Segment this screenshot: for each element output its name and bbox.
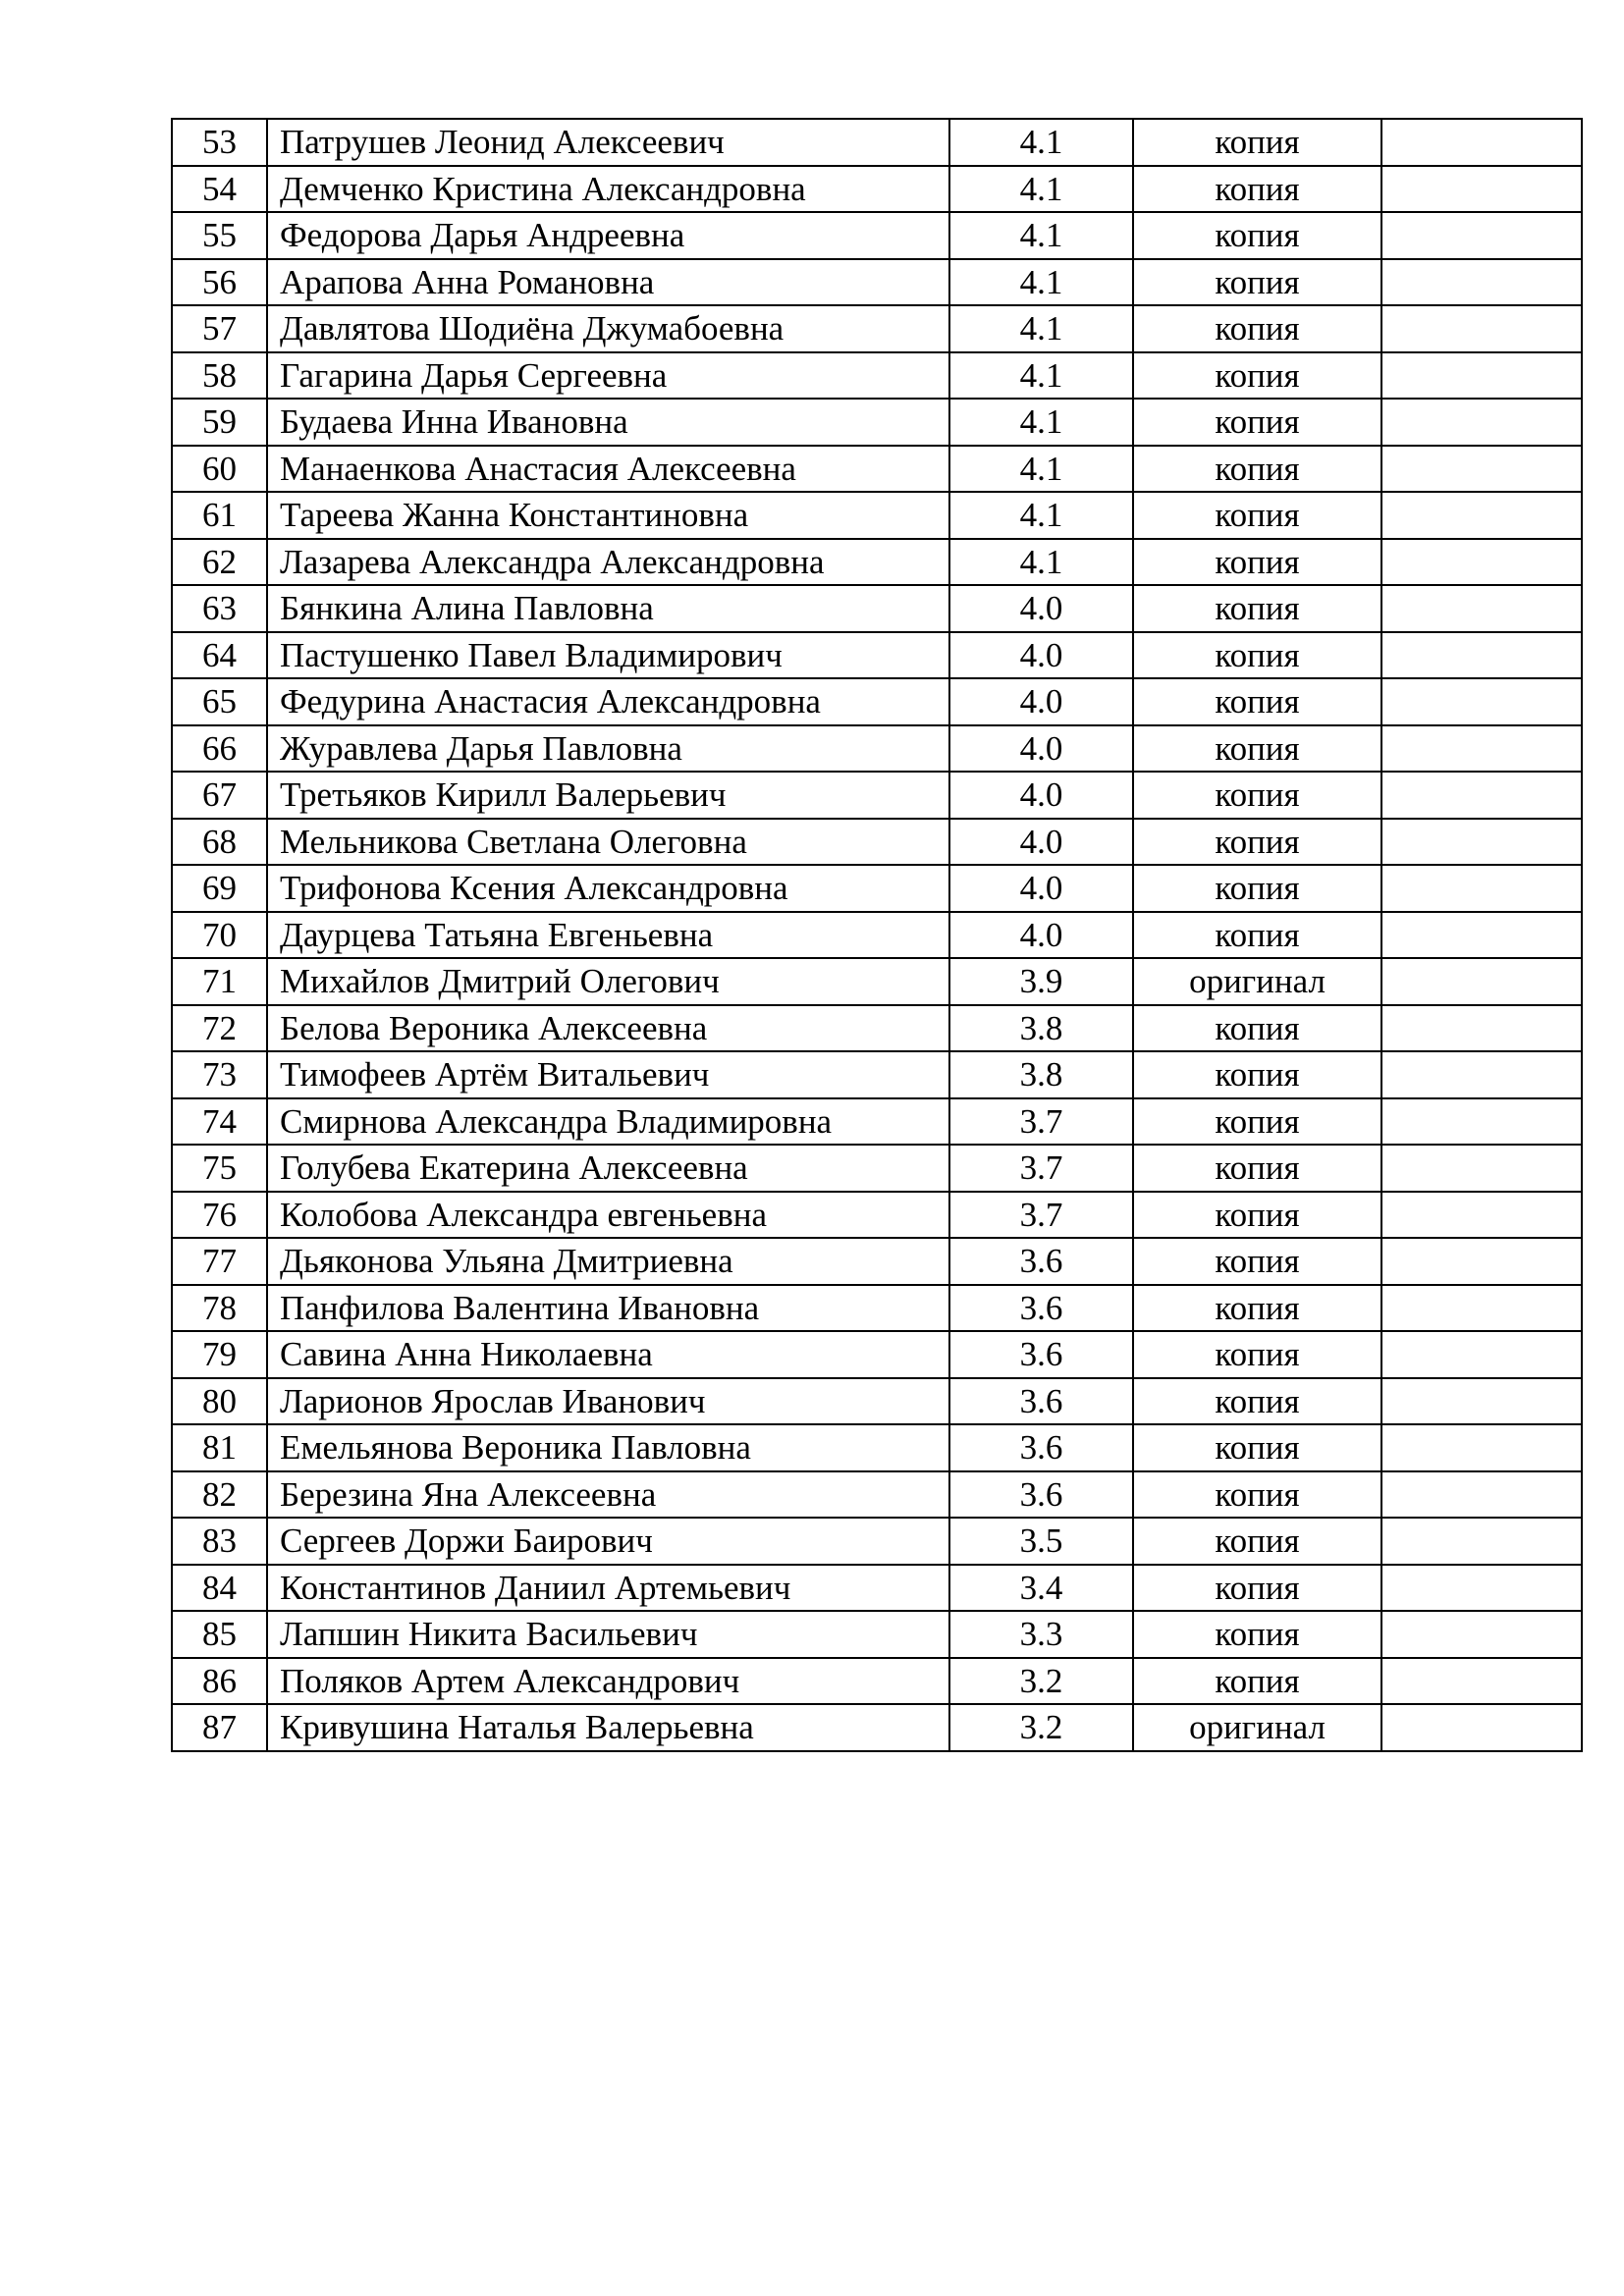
table-row bbox=[172, 539, 1582, 586]
empty-cell bbox=[1381, 1051, 1582, 1098]
empty-cell bbox=[1381, 1192, 1582, 1239]
full-name-cell: Тареева Жанна Константиновна bbox=[267, 492, 949, 539]
document-type-cell: копия bbox=[1133, 1098, 1381, 1146]
row-number-cell: 67 bbox=[172, 772, 267, 819]
full-name-cell: Поляков Артем Александрович bbox=[267, 1658, 949, 1705]
row-number-cell: 77 bbox=[172, 1238, 267, 1285]
average-score-cell: 4.0 bbox=[949, 725, 1133, 773]
empty-cell bbox=[1381, 399, 1582, 446]
document-type-cell: копия bbox=[1133, 259, 1381, 306]
average-score-cell: 3.7 bbox=[949, 1098, 1133, 1146]
full-name-cell: Федорова Дарья Андреевна bbox=[267, 212, 949, 259]
empty-cell bbox=[1381, 1471, 1582, 1519]
average-score-cell: 4.1 bbox=[949, 166, 1133, 213]
row-number-cell: 70 bbox=[172, 912, 267, 959]
document-type-cell: копия bbox=[1133, 1424, 1381, 1471]
empty-cell bbox=[1381, 1658, 1582, 1705]
table-row bbox=[172, 819, 1582, 866]
average-score-cell: 3.7 bbox=[949, 1192, 1133, 1239]
document-type-cell: копия bbox=[1133, 865, 1381, 912]
row-number-cell: 54 bbox=[172, 166, 267, 213]
average-score-cell: 3.8 bbox=[949, 1005, 1133, 1052]
average-score-cell: 3.6 bbox=[949, 1471, 1133, 1519]
average-score-cell: 4.1 bbox=[949, 446, 1133, 493]
table-row bbox=[172, 1145, 1582, 1192]
table-row bbox=[172, 492, 1582, 539]
document-type-cell: копия bbox=[1133, 772, 1381, 819]
average-score-cell: 4.1 bbox=[949, 539, 1133, 586]
full-name-cell: Михайлов Дмитрий Олегович bbox=[267, 958, 949, 1005]
empty-cell bbox=[1381, 259, 1582, 306]
table-row bbox=[172, 958, 1582, 1005]
empty-cell bbox=[1381, 305, 1582, 352]
full-name-cell: Будаева Инна Ивановна bbox=[267, 399, 949, 446]
full-name-cell: Емельянова Вероника Павловна bbox=[267, 1424, 949, 1471]
empty-cell bbox=[1381, 912, 1582, 959]
full-name-cell: Панфилова Валентина Ивановна bbox=[267, 1285, 949, 1332]
row-number-cell: 56 bbox=[172, 259, 267, 306]
table-row bbox=[172, 399, 1582, 446]
full-name-cell: Манаенкова Анастасия Алексеевна bbox=[267, 446, 949, 493]
empty-cell bbox=[1381, 119, 1582, 166]
table-row bbox=[172, 1704, 1582, 1751]
average-score-cell: 4.1 bbox=[949, 399, 1133, 446]
document-type-cell: копия bbox=[1133, 912, 1381, 959]
empty-cell bbox=[1381, 772, 1582, 819]
row-number-cell: 78 bbox=[172, 1285, 267, 1332]
row-number-cell: 61 bbox=[172, 492, 267, 539]
row-number-cell: 63 bbox=[172, 585, 267, 632]
average-score-cell: 3.7 bbox=[949, 1145, 1133, 1192]
document-type-cell: копия bbox=[1133, 1145, 1381, 1192]
full-name-cell: Смирнова Александра Владимировна bbox=[267, 1098, 949, 1146]
average-score-cell: 3.3 bbox=[949, 1611, 1133, 1658]
table-row bbox=[172, 1192, 1582, 1239]
average-score-cell: 3.8 bbox=[949, 1051, 1133, 1098]
empty-cell bbox=[1381, 1005, 1582, 1052]
row-number-cell: 62 bbox=[172, 539, 267, 586]
table-row bbox=[172, 1238, 1582, 1285]
document-type-cell: копия bbox=[1133, 1051, 1381, 1098]
document-type-cell: копия bbox=[1133, 1005, 1381, 1052]
table-row bbox=[172, 446, 1582, 493]
document-type-cell: копия bbox=[1133, 119, 1381, 166]
row-number-cell: 59 bbox=[172, 399, 267, 446]
empty-cell bbox=[1381, 1565, 1582, 1612]
table-row bbox=[172, 865, 1582, 912]
empty-cell bbox=[1381, 352, 1582, 400]
document-type-cell: копия bbox=[1133, 1378, 1381, 1425]
average-score-cell: 3.6 bbox=[949, 1285, 1133, 1332]
table-row bbox=[172, 1378, 1582, 1425]
full-name-cell: Трифонова Ксения Александровна bbox=[267, 865, 949, 912]
row-number-cell: 72 bbox=[172, 1005, 267, 1052]
empty-cell bbox=[1381, 865, 1582, 912]
full-name-cell: Дьяконова Ульяна Дмитриевна bbox=[267, 1238, 949, 1285]
row-number-cell: 76 bbox=[172, 1192, 267, 1239]
full-name-cell: Тимофеев Артём Витальевич bbox=[267, 1051, 949, 1098]
table-row bbox=[172, 259, 1582, 306]
empty-cell bbox=[1381, 585, 1582, 632]
full-name-cell: Гагарина Дарья Сергеевна bbox=[267, 352, 949, 400]
average-score-cell: 3.4 bbox=[949, 1565, 1133, 1612]
table-row bbox=[172, 1565, 1582, 1612]
full-name-cell: Савина Анна Николаевна bbox=[267, 1331, 949, 1378]
empty-cell bbox=[1381, 1098, 1582, 1146]
document-type-cell: копия bbox=[1133, 166, 1381, 213]
document-type-cell: копия bbox=[1133, 1471, 1381, 1519]
document-type-cell: копия bbox=[1133, 585, 1381, 632]
row-number-cell: 60 bbox=[172, 446, 267, 493]
row-number-cell: 74 bbox=[172, 1098, 267, 1146]
average-score-cell: 3.6 bbox=[949, 1378, 1133, 1425]
table-row bbox=[172, 912, 1582, 959]
empty-cell bbox=[1381, 1378, 1582, 1425]
average-score-cell: 4.1 bbox=[949, 305, 1133, 352]
empty-cell bbox=[1381, 166, 1582, 213]
empty-cell bbox=[1381, 1145, 1582, 1192]
full-name-cell: Пастушенко Павел Владимирович bbox=[267, 632, 949, 679]
row-number-cell: 84 bbox=[172, 1565, 267, 1612]
row-number-cell: 68 bbox=[172, 819, 267, 866]
document-type-cell: копия bbox=[1133, 632, 1381, 679]
table-row bbox=[172, 1098, 1582, 1146]
empty-cell bbox=[1381, 492, 1582, 539]
full-name-cell: Бянкина Алина Павловна bbox=[267, 585, 949, 632]
average-score-cell: 3.9 bbox=[949, 958, 1133, 1005]
row-number-cell: 87 bbox=[172, 1704, 267, 1751]
table-row bbox=[172, 1471, 1582, 1519]
row-number-cell: 81 bbox=[172, 1424, 267, 1471]
average-score-cell: 3.6 bbox=[949, 1238, 1133, 1285]
row-number-cell: 64 bbox=[172, 632, 267, 679]
row-number-cell: 53 bbox=[172, 119, 267, 166]
full-name-cell: Давлятова Шодиёна Джумабоевна bbox=[267, 305, 949, 352]
table-body bbox=[172, 119, 1582, 1751]
average-score-cell: 4.0 bbox=[949, 678, 1133, 725]
row-number-cell: 69 bbox=[172, 865, 267, 912]
empty-cell bbox=[1381, 1611, 1582, 1658]
full-name-cell: Третьяков Кирилл Валерьевич bbox=[267, 772, 949, 819]
table-row bbox=[172, 585, 1582, 632]
full-name-cell: Сергеев Доржи Баирович bbox=[267, 1518, 949, 1565]
document-type-cell: копия bbox=[1133, 1658, 1381, 1705]
table-row bbox=[172, 1005, 1582, 1052]
average-score-cell: 3.5 bbox=[949, 1518, 1133, 1565]
average-score-cell: 4.0 bbox=[949, 585, 1133, 632]
row-number-cell: 66 bbox=[172, 725, 267, 773]
table-row bbox=[172, 1424, 1582, 1471]
full-name-cell: Мельникова Светлана Олеговна bbox=[267, 819, 949, 866]
document-type-cell: копия bbox=[1133, 725, 1381, 773]
average-score-cell: 4.0 bbox=[949, 632, 1133, 679]
document-type-cell: копия bbox=[1133, 446, 1381, 493]
table-row bbox=[172, 1658, 1582, 1705]
table-row bbox=[172, 119, 1582, 166]
document-type-cell: копия bbox=[1133, 212, 1381, 259]
average-score-cell: 4.1 bbox=[949, 119, 1133, 166]
row-number-cell: 57 bbox=[172, 305, 267, 352]
full-name-cell: Ларионов Ярослав Иванович bbox=[267, 1378, 949, 1425]
empty-cell bbox=[1381, 1424, 1582, 1471]
row-number-cell: 75 bbox=[172, 1145, 267, 1192]
full-name-cell: Арапова Анна Романовна bbox=[267, 259, 949, 306]
empty-cell bbox=[1381, 539, 1582, 586]
row-number-cell: 83 bbox=[172, 1518, 267, 1565]
row-number-cell: 85 bbox=[172, 1611, 267, 1658]
table-row bbox=[172, 212, 1582, 259]
full-name-cell: Патрушев Леонид Алексеевич bbox=[267, 119, 949, 166]
row-number-cell: 55 bbox=[172, 212, 267, 259]
full-name-cell: Голубева Екатерина Алексеевна bbox=[267, 1145, 949, 1192]
average-score-cell: 4.0 bbox=[949, 865, 1133, 912]
empty-cell bbox=[1381, 819, 1582, 866]
full-name-cell: Кривушина Наталья Валерьевна bbox=[267, 1704, 949, 1751]
full-name-cell: Березина Яна Алексеевна bbox=[267, 1471, 949, 1519]
row-number-cell: 79 bbox=[172, 1331, 267, 1378]
full-name-cell: Журавлева Дарья Павловна bbox=[267, 725, 949, 773]
document-type-cell: копия bbox=[1133, 352, 1381, 400]
full-name-cell: Лапшин Никита Васильевич bbox=[267, 1611, 949, 1658]
document-type-cell: копия bbox=[1133, 1518, 1381, 1565]
empty-cell bbox=[1381, 212, 1582, 259]
applicants-table bbox=[171, 118, 1583, 1752]
full-name-cell: Колобова Александра евгеньевна bbox=[267, 1192, 949, 1239]
row-number-cell: 65 bbox=[172, 678, 267, 725]
full-name-cell: Лазарева Александра Александровна bbox=[267, 539, 949, 586]
full-name-cell: Белова Вероника Алексеевна bbox=[267, 1005, 949, 1052]
document-type-cell: копия bbox=[1133, 1331, 1381, 1378]
average-score-cell: 4.1 bbox=[949, 212, 1133, 259]
document-type-cell: копия bbox=[1133, 539, 1381, 586]
document-type-cell: копия bbox=[1133, 305, 1381, 352]
row-number-cell: 73 bbox=[172, 1051, 267, 1098]
empty-cell bbox=[1381, 632, 1582, 679]
document-type-cell: копия bbox=[1133, 678, 1381, 725]
average-score-cell: 4.1 bbox=[949, 352, 1133, 400]
full-name-cell: Федурина Анастасия Александровна bbox=[267, 678, 949, 725]
document-type-cell: копия bbox=[1133, 1238, 1381, 1285]
table-row bbox=[172, 352, 1582, 400]
document-type-cell: копия bbox=[1133, 1565, 1381, 1612]
table-row bbox=[172, 632, 1582, 679]
full-name-cell: Даурцева Татьяна Евгеньевна bbox=[267, 912, 949, 959]
table-row bbox=[172, 305, 1582, 352]
empty-cell bbox=[1381, 1331, 1582, 1378]
empty-cell bbox=[1381, 958, 1582, 1005]
row-number-cell: 58 bbox=[172, 352, 267, 400]
table-row bbox=[172, 725, 1582, 773]
document-type-cell: оригинал bbox=[1133, 1704, 1381, 1751]
document-type-cell: копия bbox=[1133, 492, 1381, 539]
table-row bbox=[172, 166, 1582, 213]
average-score-cell: 4.0 bbox=[949, 912, 1133, 959]
table-row bbox=[172, 1331, 1582, 1378]
empty-cell bbox=[1381, 725, 1582, 773]
document-type-cell: копия bbox=[1133, 1611, 1381, 1658]
table-row bbox=[172, 1611, 1582, 1658]
table-row bbox=[172, 772, 1582, 819]
average-score-cell: 3.6 bbox=[949, 1424, 1133, 1471]
table-row bbox=[172, 678, 1582, 725]
average-score-cell: 4.0 bbox=[949, 819, 1133, 866]
row-number-cell: 82 bbox=[172, 1471, 267, 1519]
document-type-cell: копия bbox=[1133, 1285, 1381, 1332]
table-row bbox=[172, 1051, 1582, 1098]
empty-cell bbox=[1381, 446, 1582, 493]
average-score-cell: 3.6 bbox=[949, 1331, 1133, 1378]
empty-cell bbox=[1381, 1238, 1582, 1285]
row-number-cell: 71 bbox=[172, 958, 267, 1005]
table-row bbox=[172, 1518, 1582, 1565]
average-score-cell: 4.1 bbox=[949, 492, 1133, 539]
document-type-cell: копия bbox=[1133, 399, 1381, 446]
empty-cell bbox=[1381, 1518, 1582, 1565]
document-type-cell: копия bbox=[1133, 1192, 1381, 1239]
empty-cell bbox=[1381, 678, 1582, 725]
full-name-cell: Демченко Кристина Александровна bbox=[267, 166, 949, 213]
empty-cell bbox=[1381, 1285, 1582, 1332]
row-number-cell: 86 bbox=[172, 1658, 267, 1705]
average-score-cell: 4.1 bbox=[949, 259, 1133, 306]
document-type-cell: копия bbox=[1133, 819, 1381, 866]
average-score-cell: 3.2 bbox=[949, 1658, 1133, 1705]
average-score-cell: 3.2 bbox=[949, 1704, 1133, 1751]
row-number-cell: 80 bbox=[172, 1378, 267, 1425]
document-type-cell: оригинал bbox=[1133, 958, 1381, 1005]
empty-cell bbox=[1381, 1704, 1582, 1751]
average-score-cell: 4.0 bbox=[949, 772, 1133, 819]
full-name-cell: Константинов Даниил Артемьевич bbox=[267, 1565, 949, 1612]
table-row bbox=[172, 1285, 1582, 1332]
